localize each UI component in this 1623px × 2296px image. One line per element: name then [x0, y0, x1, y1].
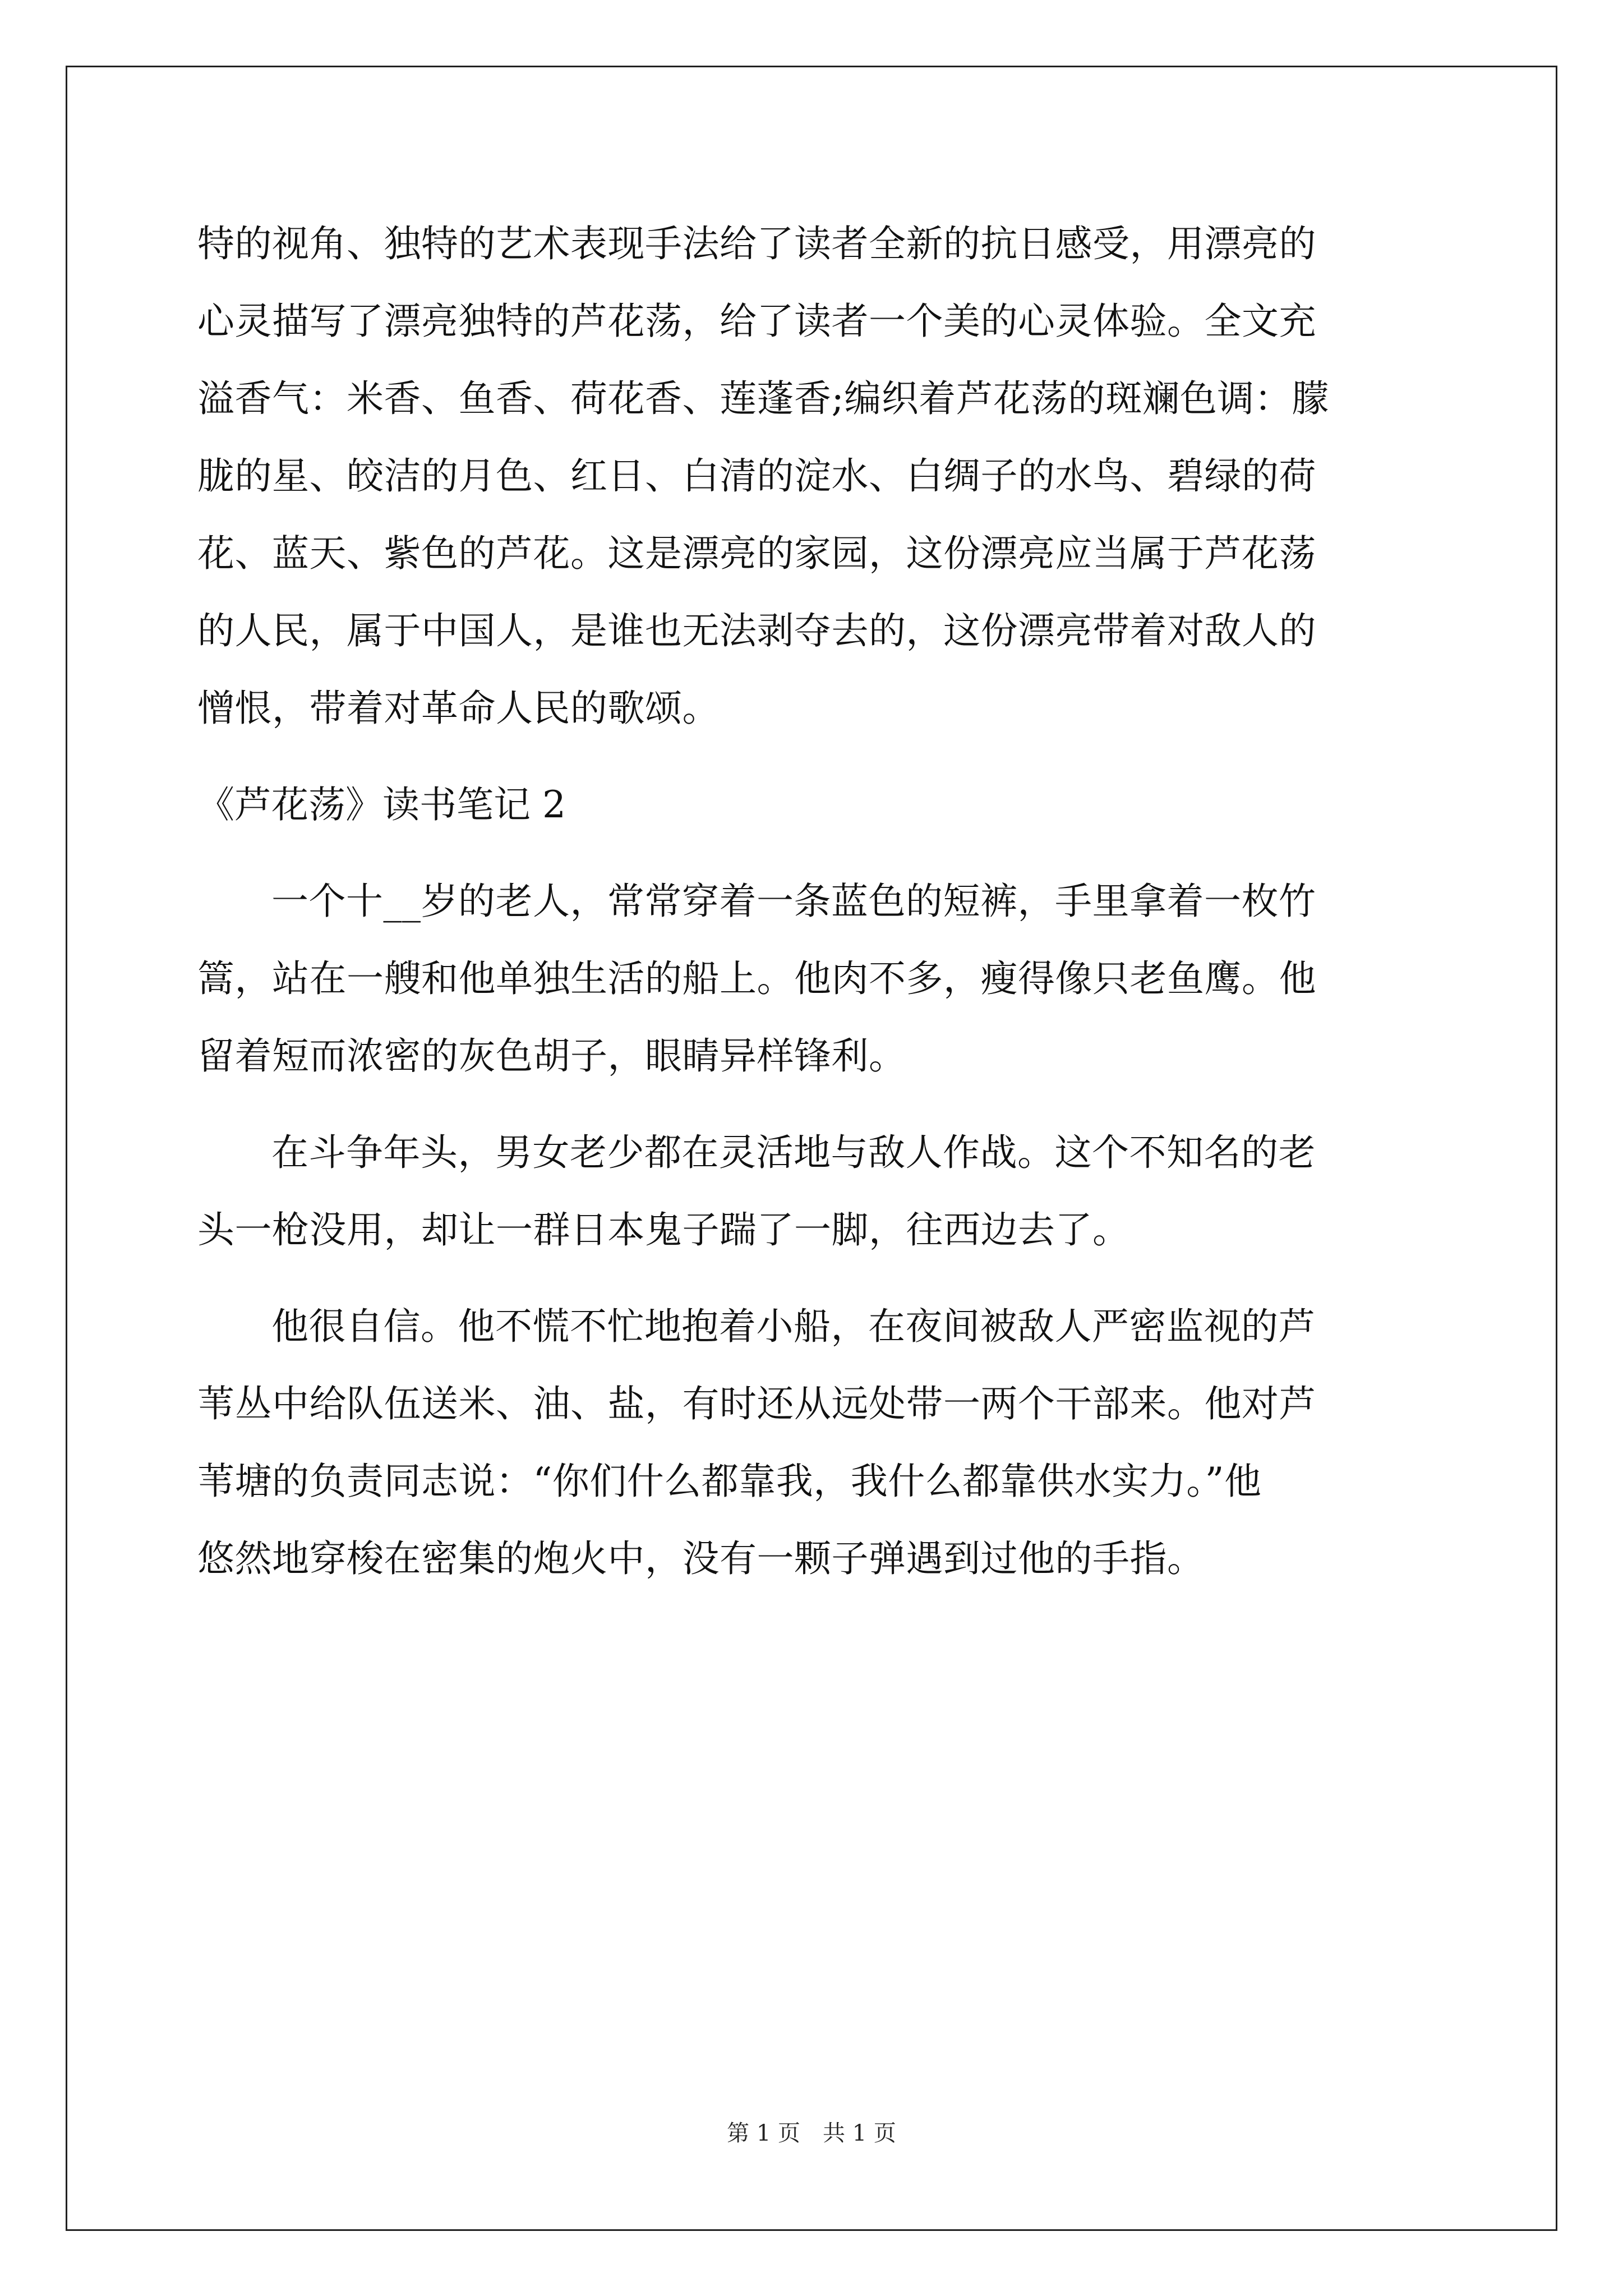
text-line: 心灵描写了漂亮独特的芦花荡，给了读者一个美的心灵体验。全文充 [197, 300, 1316, 343]
text-line: 苇丛中给队伍送米、油、盐，有时还从远处带一两个干部来。他对芦 [197, 1382, 1316, 1425]
text-line: 特的视角、独特的艺术表现手法给了读者全新的抗日感受，用漂亮的 [197, 222, 1316, 265]
paragraph-2 [197, 863, 1426, 1095]
section-title: 《芦花荡》读书笔记 2 [197, 783, 566, 826]
text-line: 悠然地穿梭在密集的炮火中，没有一颗子弹遇到过他的手指。 [197, 1537, 1205, 1580]
paragraph-3 [197, 1114, 1426, 1269]
paragraph-1 [197, 205, 1426, 747]
text-line: 胧的星、皎洁的月色、红日、白清的淀水、白绸子的水鸟、碧绿的荷 [197, 454, 1316, 498]
text-line: 在斗争年头，男女老少都在灵活地与敌人作战。这个不知名的老 [271, 1131, 1316, 1174]
text-line: 苇塘的负责同志说：“你们什么都靠我，我什么都靠供水实力。”他 [197, 1460, 1262, 1503]
text-line: 溢香气：米香、鱼香、荷花香、莲蓬香;编织着芦花荡的斑斓色调：朦 [197, 377, 1329, 420]
text-line: 头一枪没用，却让一群日本鬼子踹了一脚，往西边去了。 [197, 1208, 1130, 1251]
paragraph-4 [197, 1288, 1426, 1598]
text-line: 留着短而浓密的灰色胡子，眼睛异样锋利。 [197, 1034, 906, 1078]
text-line: 一个十__岁的老人，常常穿着一条蓝色的短裤，手里拿着一枚竹 [271, 880, 1316, 923]
page-footer: 第 1 页 共 1 页 [727, 2120, 896, 2146]
document-body [197, 205, 1426, 1617]
text-line: 花、蓝天、紫色的芦花。这是漂亮的家园，这份漂亮应当属于芦花荡 [197, 532, 1316, 575]
text-line: 憎恨，带着对革命人民的歌颂。 [197, 687, 720, 730]
text-line: 他很自信。他不慌不忙地抱着小船，在夜间被敌人严密监视的芦 [271, 1305, 1316, 1348]
text-line: 篙，站在一艘和他单独生活的船上。他肉不多，瘦得像只老鱼鹰。他 [197, 957, 1316, 1000]
text-line: 的人民，属于中国人，是谁也无法剥夺去的，这份漂亮带着对敌人的 [197, 609, 1316, 652]
